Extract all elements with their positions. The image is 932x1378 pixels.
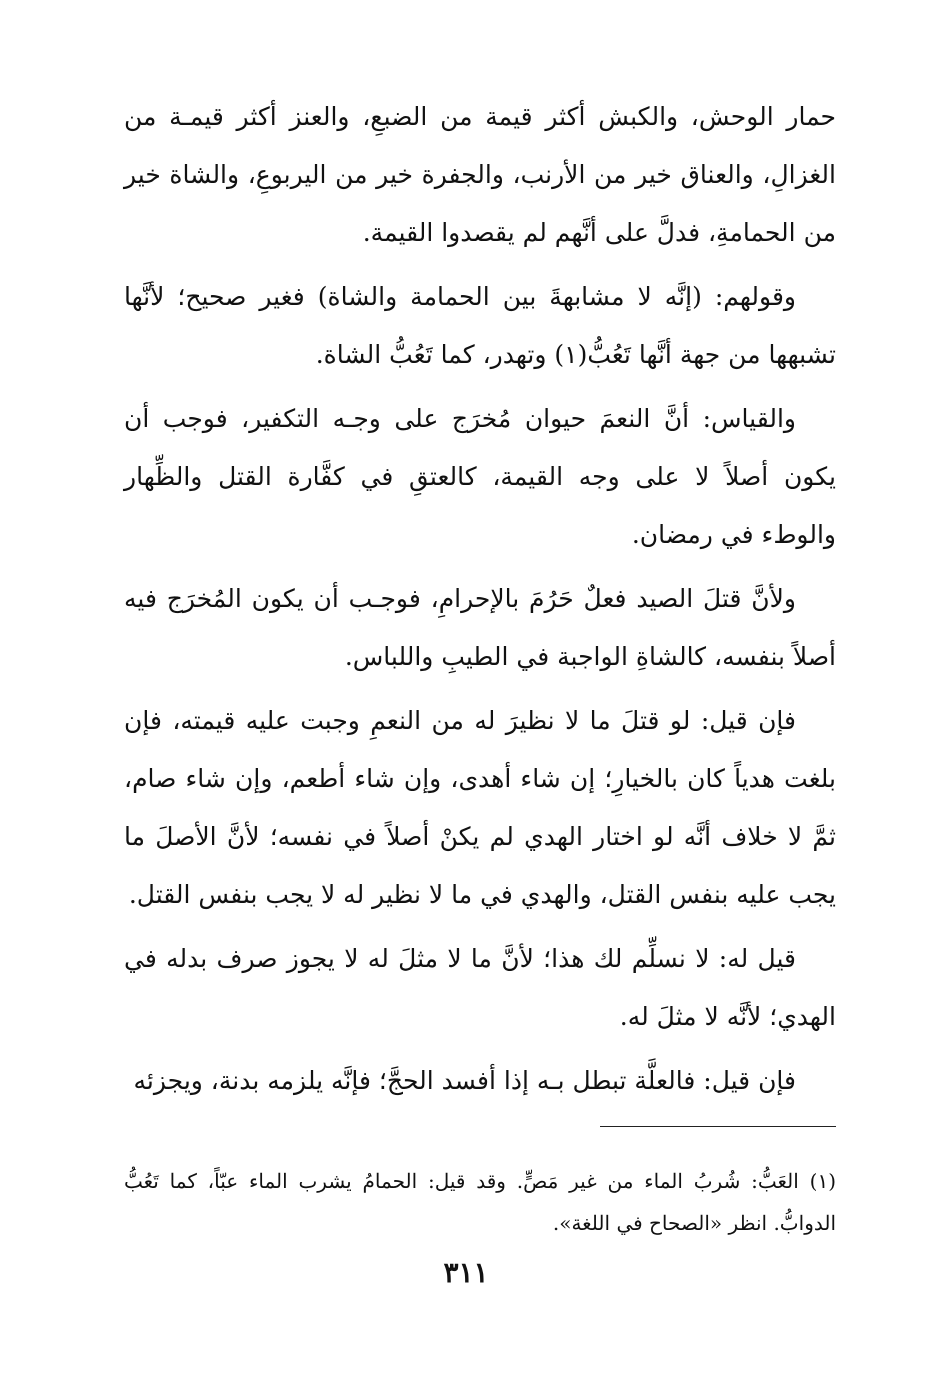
footnote-divider (600, 1126, 836, 1127)
main-text (124, 88, 836, 1110)
page-number: ٣١١ (443, 1256, 489, 1289)
paragraph-1: حمار الوحش، والكبش أكثر قيمة من الضبعِ، والعنز أكثر قيمـة من الغزالِ، والعناق خير من الأرنب، والجفرة خير من اليربوعِ، والشاة خير من الحمامةِ، فدلَّ على أنَّهم لم يقصدوا القيمة. (124, 102, 836, 247)
paragraph-7: فإن قيل: فالعلَّة تبطل بـه إذا أفسد الحجَّ؛ فإنَّه يلزمه بدنة، ويجزئه (133, 1066, 796, 1095)
paragraph-4: ولأنَّ قتلَ الصيد فعلٌ حَرُمَ بالإحرامِ، فوجـب أن يكون المُخرَج فيه أصلاً بنفسه، كالشاةِ الواجبة في الطيبِ واللباس. (124, 584, 836, 671)
paragraph-3: والقياس: أنَّ النعمَ حيوان مُخرَج على وجـه التكفير، فوجب أن يكون أصلاً لا على وجه القيمة، كالعتقِ في كفَّارة القتل والظِّهار والوطء في رمضان. (124, 404, 836, 549)
paragraph-5: فإن قيل: لو قتلَ ما لا نظيرَ له من النعمِ وجبت عليه قيمته، فإن بلغت هدياً كان بالخيارِ؛ إن شاء أهدى، وإن شاء أطعم، وإن شاء صام، ثمَّ لا خلاف أنَّه لو اختار الهدي لم يكنْ أصلاً في نفسه؛ لأنَّ الأصلَ ما يجب عليه بنفس القتل، والهدي في ما لا نظير له لا يجب بنفس القتل. (124, 706, 836, 909)
paragraph-2: وقولهم: (إنَّه لا مشابهةَ بين الحمامة والشاة) فغير صحيح؛ لأنَّها تشبهها من جهة أنَّها تَعُبُّ(١) وتهدر، كما تَعُبُّ الشاة. (124, 282, 836, 369)
footnote: (١) العَبُّ: شُربُ الماء من غير مَصٍّ. وقد قيل: الحمامُ يشرب الماء عبّاً، كما تَعُبُّ الدوابُّ. انظر «الصحاح في اللغة». (124, 1169, 836, 1235)
paragraph-6: قيل له: لا نسلِّم لك هذا؛ لأنَّ ما لا مثلَ له لا يجوز صرف بدله في الهدي؛ لأنَّه لا مثلَ له. (124, 944, 836, 1031)
